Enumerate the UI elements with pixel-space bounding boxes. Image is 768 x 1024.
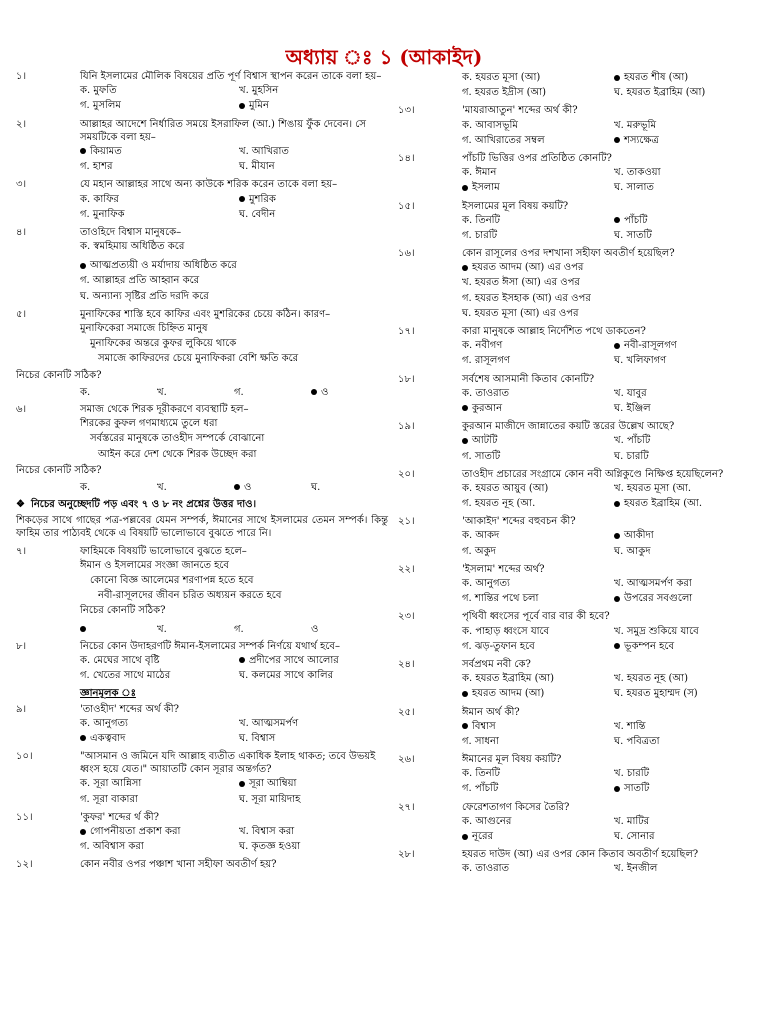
option-d-correct: শস্যক্ষেত্র xyxy=(614,133,756,148)
question-number: ১। xyxy=(16,71,27,82)
option-d-correct: হযরত ইব্রাহিম (আ. xyxy=(614,496,756,511)
option-a: ক. হযরত ইব্রাহিম (আ) xyxy=(462,673,555,685)
question-stem: তাওহিদে বিশ্বাস মানুষকে– xyxy=(80,226,182,238)
question-stem: যিনি ইসলামের মৌলিক বিষয়ের প্রতি পূর্ণ বিশ্বাস স্থাপন করেন তাকে বলা হয়– xyxy=(80,71,382,82)
option-c: গ. অকুদ xyxy=(462,545,496,557)
question-number: ৭। xyxy=(16,545,27,557)
option-b: খ. যাবুর xyxy=(614,387,647,399)
answer-bullet-icon xyxy=(80,735,86,741)
question-23 xyxy=(398,610,756,654)
question-10 xyxy=(16,750,388,807)
statements xyxy=(16,321,388,367)
statement-1: ক. স্বমহিমায় অধিষ্ঠিত করে xyxy=(80,241,185,253)
answer-bullet-icon xyxy=(239,657,245,663)
question-number: ২৬। xyxy=(398,754,415,766)
option-d: ঘ. সালাত xyxy=(614,182,654,194)
answer-bullet-icon xyxy=(614,643,620,649)
question-9 xyxy=(16,703,388,747)
question-stem: ফেরেশতাগণ কিসের তৈরি? xyxy=(462,801,570,813)
options xyxy=(398,528,756,558)
option-d: ঘ. হযরত ইব্রাহিম (আ) xyxy=(614,87,706,99)
option-d: ঘ. বিশ্বাস xyxy=(239,732,276,744)
options xyxy=(398,814,756,844)
option-d: ও xyxy=(311,623,319,635)
question-28 xyxy=(398,848,756,876)
option-a: ক. হযরত মূসা (আ) xyxy=(462,72,541,83)
option-c: গ. মুনাফিক xyxy=(80,208,125,220)
statement-i: মুনাফিকেরা সমাজে চিহ্নিত মানুষ xyxy=(80,323,208,334)
option-a: ক. আবাসভূমি xyxy=(462,119,518,131)
answer-bullet-icon xyxy=(614,75,620,81)
statement-iii: আইন করে দেশ থেকে শিরক উচ্ছেদ করা xyxy=(98,448,257,460)
option-d: ঘ. ইঞ্জিল xyxy=(614,402,651,414)
options xyxy=(16,623,388,636)
options xyxy=(16,192,388,222)
question-number: ১০। xyxy=(16,751,33,763)
option-b: খ. xyxy=(157,386,167,398)
option-c: গ. হযরত নূহ (আ. xyxy=(462,498,536,510)
options xyxy=(16,83,388,113)
answer-bullet-icon xyxy=(462,438,468,444)
option-c: গ. সূরা বাকারা xyxy=(80,793,138,805)
question-stem: "আসমান ও জমিনে যদি আল্লাহ ব্যতীত একাধিক ইলাহ থাকত; তবে উভয়ই ধ্বংস হয়ে যেত।" আয়াতটি কোন সূরার অন্তর্গত? xyxy=(80,751,376,776)
option-b-correct: নবী-রাসূলগণ xyxy=(614,338,756,353)
options xyxy=(16,481,388,494)
option-c-correct: ও xyxy=(234,481,311,494)
option-c-correct: হযরত আদম (আ) xyxy=(462,686,604,701)
answer-bullet-icon xyxy=(80,829,86,835)
statements xyxy=(16,239,388,304)
question-25 xyxy=(398,706,756,750)
question-6 xyxy=(16,403,388,494)
answer-bullet-icon xyxy=(614,343,620,349)
question-number: ৯। xyxy=(16,703,27,715)
question-stem: পাঁচটি ভিত্তির ওপর প্রতিষ্ঠিত কোনটি? xyxy=(462,152,612,164)
which-correct-prompt: নিচের কোনটি সঠিক? xyxy=(80,605,166,617)
options xyxy=(398,433,756,463)
question-19 xyxy=(398,420,756,464)
option-a: ক. তিনটি xyxy=(462,214,500,226)
option-d-correct: সাতটি xyxy=(614,781,756,796)
option-b: খ. সমুদ্র শুকিয়ে যাবে xyxy=(614,625,699,637)
options xyxy=(398,719,756,749)
question-4 xyxy=(16,226,388,304)
question-number: ১৩। xyxy=(398,105,415,117)
statement-iii: সমাজে কাফিরদের চেয়ে মুনাফিকরা বেশি ক্ষতি করে xyxy=(98,353,299,365)
question-stem: 'ইসলাম' শব্দের অর্থ? xyxy=(462,563,545,575)
option-a: ক. তাওরাত xyxy=(462,863,510,875)
option-a-correct: বিশ্বাস xyxy=(462,719,604,734)
options xyxy=(398,118,756,148)
option-a-correct: আটটি xyxy=(462,433,604,448)
option-b: খ. মাটির xyxy=(614,815,650,827)
answer-bullet-icon xyxy=(614,137,620,143)
answer-bullet-icon xyxy=(239,196,245,202)
option-a: ক. আগুনের xyxy=(462,815,512,827)
answer-bullet-icon xyxy=(234,484,240,490)
options xyxy=(398,861,756,876)
question-stem: 'তাওহীদ' শব্দের অর্থ কী? xyxy=(80,703,179,715)
question-stem: 'মাযরাআতুন' শব্দের অর্থ কী? xyxy=(462,105,578,117)
option-c: গ. অবিশ্বাস করা xyxy=(80,841,144,853)
statement-ii: কোনো বিজ্ঞ আলেমের শরণাপন্ন হতে হবে xyxy=(90,575,254,586)
options xyxy=(398,766,756,796)
question-stem: তাওহীদ প্রচারের সংগ্রামে কোন নবী অগ্নিকুণ্ডে নিক্ষিপ্ত হয়েছিলেন? xyxy=(462,468,724,480)
question-7 xyxy=(16,545,388,636)
options xyxy=(398,165,756,195)
option-c: গ. রাসূলগণ xyxy=(462,355,510,367)
option-b: খ. হযরত ঈসা (আ) এর ওপর xyxy=(462,277,580,289)
statement-2-correct: আত্মপ্রত্যয়ী ও মর্যাদায় অধিষ্ঠিত করে xyxy=(80,258,388,273)
question-number: ৫। xyxy=(16,308,27,320)
option-c-correct: ইসলাম xyxy=(462,180,604,195)
option-a-correct xyxy=(80,623,157,636)
which-correct-prompt: নিচের কোনটি সঠিক? xyxy=(16,369,102,381)
question-number: ৮। xyxy=(16,640,27,652)
option-c: গ. চারটি xyxy=(462,229,498,241)
statements xyxy=(16,416,388,462)
option-b: খ. xyxy=(157,481,167,493)
option-d: ঘ. কৃতজ্ঞ হওয়া xyxy=(239,841,301,853)
question-stem: ঈমানের মূল বিষয় কয়টি? xyxy=(462,754,562,766)
answer-bullet-icon xyxy=(80,626,86,632)
question-17 xyxy=(398,325,756,369)
question-27 xyxy=(398,801,756,845)
question-number: ২৪। xyxy=(398,658,415,670)
statement-3: গ. আল্লাহর প্রতি আহ্বান করে xyxy=(80,275,200,287)
option-a: ক. তিনটি xyxy=(462,768,500,780)
answer-bullet-icon xyxy=(462,691,468,697)
option-a: ক. xyxy=(80,481,91,493)
options xyxy=(16,144,388,174)
option-b-correct: প্রদীপের সাথে আলোর xyxy=(239,653,388,668)
option-a: ক. ঈমান xyxy=(462,167,497,179)
option-c: গ. খেতের সাথে মাঠের xyxy=(80,670,171,682)
question-26 xyxy=(398,753,756,797)
statement-i: ঈমান ও ইসলামের সংজ্ঞা জানতে হবে xyxy=(80,559,229,571)
option-d: ঘ. খলিফাগণ xyxy=(614,355,667,367)
option-a: ক. নবীগণ xyxy=(462,340,503,352)
answer-bullet-icon xyxy=(462,834,468,840)
question-2 xyxy=(16,118,388,175)
option-c-correct: নূরের xyxy=(462,829,604,844)
question-stem: নিচের কোন উদাহরণটি ঈমান-ইসলামের সম্পর্ক নির্ণয়ে যথার্থ হবে– xyxy=(80,640,340,652)
option-a: ক. সূরা আন্নিসা xyxy=(80,778,142,790)
option-c: গ. xyxy=(234,386,244,398)
question-20 xyxy=(398,468,756,512)
question-number: ৬। xyxy=(16,403,27,415)
options xyxy=(16,386,388,399)
left-column xyxy=(16,70,388,876)
option-d: ঘ. হযরত মূসা (আ) এর ওপর xyxy=(462,307,579,319)
question-1 xyxy=(16,70,388,114)
answer-bullet-icon xyxy=(462,265,468,271)
question-12-options xyxy=(398,70,756,100)
option-d-correct: উপরের সবগুলো xyxy=(614,591,756,606)
question-number: ১১। xyxy=(16,811,33,823)
option-c-correct: একত্ববাদ xyxy=(80,731,229,746)
option-c: গ. আখিরাতের সম্বল xyxy=(462,134,545,146)
statement-i: শিরকের কুফল গণমাধ্যমে তুলে ধরা xyxy=(80,418,218,430)
question-number: ৪। xyxy=(16,226,27,238)
option-d: ঘ. হযরত মুহাম্মদ (স) xyxy=(614,688,698,700)
option-d: ঘ. চারটি xyxy=(614,450,649,462)
options xyxy=(398,213,756,243)
option-b: খ. xyxy=(157,623,167,635)
answer-bullet-icon xyxy=(239,103,245,109)
question-stem: ইসলামের মূল বিষয় কয়টি? xyxy=(462,200,569,212)
option-d: ঘ. সূরা মায়িদাহ xyxy=(239,793,301,805)
question-stem: যে মহান আল্লাহর সাথে অন্য কাউকে শরিক করেন তাকে বলা হয়– xyxy=(80,179,338,191)
options xyxy=(398,338,756,368)
option-b: খ. শান্তি xyxy=(614,720,646,732)
question-stem: ফাহিমকে বিষয়টি ভালোভাবে বুঝতে হলে– xyxy=(80,545,247,557)
question-number: ২৩। xyxy=(398,611,415,623)
question-stem: হযরত দাউদ (আ) এর ওপর কোন কিতাব অবতীর্ণ হয়েছিল? xyxy=(462,849,699,861)
section-heading: জ্ঞানমূলক ঃ xyxy=(80,688,136,700)
option-b: খ. আখিরাত xyxy=(239,145,289,157)
question-number: ১৯। xyxy=(398,421,415,433)
question-number: ২২। xyxy=(398,563,415,575)
option-d-correct: ভূকম্পন হবে xyxy=(614,639,756,654)
option-b-correct: আকীদা xyxy=(614,528,756,543)
question-number: ১৮। xyxy=(398,373,415,385)
question-stem: 'কুফর' শব্দের র্থ কী? xyxy=(80,811,159,823)
which-correct-prompt: নিচের কোনটি সঠিক? xyxy=(16,464,102,476)
option-a-correct: কিয়ামত xyxy=(80,144,229,159)
question-stem: সমাজ থেকে শিরক দূরীকরণে ব্যবস্থাটি হল– xyxy=(80,403,249,415)
option-b: খ. ইনজীল xyxy=(614,863,658,875)
which-correct-prompt-wrap xyxy=(16,603,388,618)
option-c: গ. xyxy=(234,623,244,635)
question-22 xyxy=(398,563,756,607)
question-16 xyxy=(398,247,756,321)
options xyxy=(398,386,756,416)
option-a-correct: গোপনীয়তা প্রকাশ করা xyxy=(80,824,229,839)
question-12 xyxy=(16,858,388,871)
option-b: খ. আত্মসমর্পণ করা xyxy=(614,578,692,589)
options xyxy=(16,776,388,806)
option-b: খ. বিশ্বাস করা xyxy=(239,826,295,837)
option-a: ক. হযরত আয়ুব (আ) xyxy=(462,482,549,494)
options xyxy=(398,671,756,701)
question-stem: 'আকাইদ' শব্দের বহুবচন কী? xyxy=(462,516,576,528)
question-number: ২৭। xyxy=(398,801,415,813)
options xyxy=(398,576,756,606)
answer-bullet-icon xyxy=(462,405,468,411)
question-11 xyxy=(16,811,388,855)
option-b-correct: হযরত শীষ (আ) xyxy=(614,70,756,85)
option-a: ক. মেঘের সাথে বৃষ্টি xyxy=(80,654,160,666)
option-a: ক. আনুগত্য xyxy=(80,717,128,729)
answer-bullet-icon xyxy=(462,723,468,729)
option-b: খ. মরুভূমি xyxy=(614,119,657,131)
option-d-correct: ও xyxy=(311,386,388,399)
option-a: ক. xyxy=(80,386,91,398)
question-stem: কোন রাসূলের ওপর দশখানা সহীফা অবতীর্ণ হয়েছিল? xyxy=(462,248,675,260)
option-c: গ. সাতটি xyxy=(462,450,501,462)
option-d-correct: মুমিন xyxy=(239,98,388,113)
answer-bullet-icon xyxy=(311,389,317,395)
question-number: ৩। xyxy=(16,179,27,191)
question-stem: কোন নবীর ওপর পঞ্চাশ খানা সহীফা অবতীর্ণ হয়? xyxy=(80,859,277,871)
question-18 xyxy=(398,373,756,417)
option-c: গ. মুসলিম xyxy=(80,100,121,112)
question-5 xyxy=(16,308,388,399)
question-stem: সর্বপ্রথম নবী কে? xyxy=(462,658,531,670)
answer-bullet-icon xyxy=(614,501,620,507)
option-a: ক. আনুগত্য xyxy=(462,578,510,589)
question-number: ২০। xyxy=(398,468,415,480)
statements xyxy=(16,558,388,604)
option-b: খ. আত্মসমর্পণ xyxy=(239,717,299,729)
option-b: খ. হযরত মূসা (আ. xyxy=(614,482,692,494)
answer-bullet-icon xyxy=(80,148,86,154)
option-d: ঘ. মীযান xyxy=(239,161,275,173)
options xyxy=(16,653,388,683)
passage-text: শিকড়ের সাথে গাছের পত্র-পল্লবের যেমন সম্পর্ক, ঈমানের সাথে ইসলামের তেমন সম্পর্ক। কিন্তু ফাহিম তার পাঠ্যবই থেকে এ বিষয়টি ভালোভাবে বুঝতে পারে নি। xyxy=(16,515,388,540)
question-24 xyxy=(398,658,756,702)
question-number: ১৫। xyxy=(398,200,415,212)
option-c: গ. হযরত ইসহাক (আ) এর ওপর xyxy=(462,292,591,304)
option-a: ক. মুফতি xyxy=(80,85,117,97)
option-a: ক. আকদ xyxy=(462,530,500,542)
option-c: গ. ঝড়-তুফান হবে xyxy=(462,640,535,652)
question-15 xyxy=(398,200,756,244)
answer-bullet-icon xyxy=(614,533,620,539)
question-stem: মুনাফিকের শাস্তি হবে কাফির এবং মুশরিকের চেয়ে কঠিন। কারণ– xyxy=(80,308,331,320)
diamond-icon: ❖ xyxy=(16,499,25,511)
option-b: খ. পাঁচটি xyxy=(614,435,651,447)
statement-ii: মুনাফিকের অন্তরে কুফর লুকিয়ে থাকে xyxy=(90,338,237,350)
statement-iii: নবী-রাসূলদের জীবন চরিত অধ্যয়ন করতে হবে xyxy=(98,590,282,602)
chapter-title: অধ্যায় ঃ ১ (আকাইদ) xyxy=(285,45,483,69)
options xyxy=(398,481,756,511)
statement-4: ঘ. অন্যান্য সৃষ্টির প্রতি দরদি করে xyxy=(80,290,209,302)
option-b: খ. চারটি xyxy=(614,768,650,780)
option-b-correct: সূরা আম্বিয়া xyxy=(239,776,388,791)
answer-bullet-icon xyxy=(614,217,620,223)
option-a: ক. তাওরাত xyxy=(462,387,510,399)
question-number: ১৬। xyxy=(398,248,415,260)
question-number: ২৫। xyxy=(398,706,415,718)
answer-bullet-icon xyxy=(462,185,468,191)
question-stem: পৃথিবী ধ্বংসের পূর্বে বার বার কী হবে? xyxy=(462,611,610,623)
answer-bullet-icon xyxy=(614,786,620,792)
option-c-correct: কুরআন xyxy=(462,401,604,416)
question-number: ১৭। xyxy=(398,326,415,337)
question-13 xyxy=(398,104,756,148)
statement-ii: সর্বস্তরের মানুষকে তাওহীদ সম্পর্কে বোঝানো xyxy=(90,433,265,445)
question-stem: ঈমান অর্থ কী? xyxy=(462,706,520,718)
question-number: ২৮। xyxy=(398,849,415,861)
option-d: ঘ. সাতটি xyxy=(614,229,652,241)
question-stem: কারা মানুষকে আল্লাহ নির্দেশিত পথে ডাকতেন? xyxy=(462,326,646,337)
question-stem: সর্বশেষ আসমানী কিতাব কোনটি? xyxy=(462,373,595,385)
answer-bullet-icon xyxy=(80,263,86,269)
question-stem: কুরআন মাজীদে জান্নাতের কয়টি স্তরের উল্লেখ আছে? xyxy=(462,421,675,433)
option-d: ঘ. কলমের সাথে কালির xyxy=(239,670,334,682)
question-number: ২। xyxy=(16,118,27,130)
statements xyxy=(398,260,756,321)
option-b: খ. মুহসিন xyxy=(239,85,279,97)
option-b: খ. হযরত নূহ (আ) xyxy=(614,673,688,685)
option-a-correct: হযরত আদম (আ) এর ওপর xyxy=(462,260,756,275)
question-number: ২১। xyxy=(398,516,415,528)
passage-instruction: ❖ নিচের অনুচ্ছেদটি পড় এবং ৭ ও ৮ নং প্রশ্নের উত্তর দাও। xyxy=(16,499,257,511)
option-a: ক. কাফির xyxy=(80,193,119,205)
question-14 xyxy=(398,152,756,196)
question-stem: আল্লাহর আদেশে নির্ধারিত সময়ে ইসরাফিল (আ.) শিঙায় ফুঁক দেবেন। সে সময়টিকে বলা হয়– xyxy=(80,118,366,143)
option-b: খ. তাকওয়া xyxy=(614,167,661,179)
question-number: ১২। xyxy=(16,859,33,871)
answer-bullet-icon xyxy=(239,781,245,787)
option-a: ক. পাহাড় ধ্বংসে যাবে xyxy=(462,625,550,637)
question-3 xyxy=(16,178,388,222)
right-column xyxy=(398,70,756,881)
option-d: ঘ. বেদীন xyxy=(239,208,276,220)
options xyxy=(398,70,756,100)
option-c: গ. হযরত ইদ্রীস (আ) xyxy=(462,87,547,99)
option-c: গ. শান্তির পথে চলা xyxy=(462,593,539,605)
question-21 xyxy=(398,515,756,559)
options xyxy=(16,716,388,746)
option-c: গ. সাধনা xyxy=(462,735,499,747)
option-d: ঘ. আকুদ xyxy=(614,545,651,557)
option-d: ঘ. সোনার xyxy=(614,831,655,842)
answer-bullet-icon xyxy=(614,596,620,602)
options xyxy=(16,824,388,854)
options xyxy=(398,624,756,654)
option-c: গ. পাঁচটি xyxy=(462,783,499,795)
option-b-correct: পাঁচটি xyxy=(614,213,756,228)
option-c: গ. হাশর xyxy=(80,161,113,173)
question-8 xyxy=(16,640,388,684)
option-b-correct: মুশরিক xyxy=(239,192,388,207)
option-d: ঘ. xyxy=(311,481,321,493)
question-number: ১৪। xyxy=(398,152,415,164)
option-d: ঘ. পবিত্রতা xyxy=(614,735,660,747)
